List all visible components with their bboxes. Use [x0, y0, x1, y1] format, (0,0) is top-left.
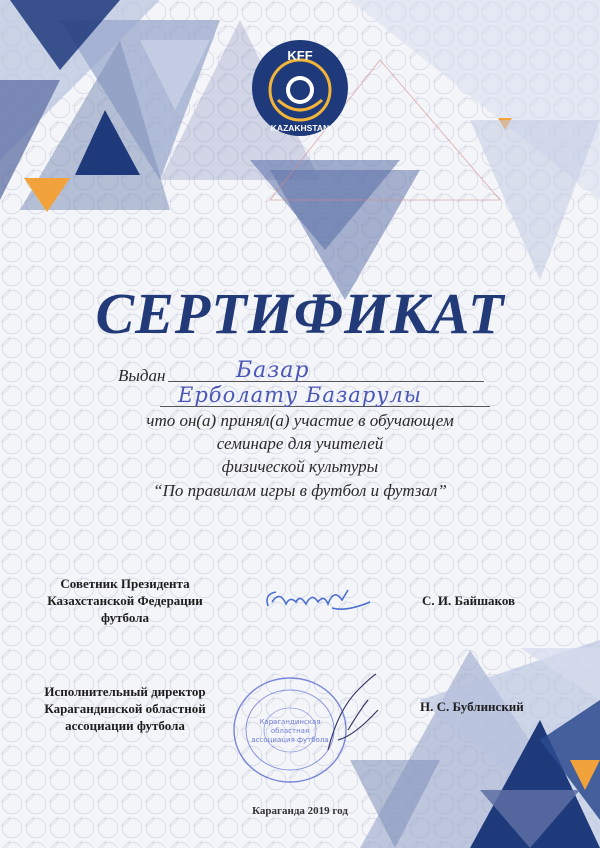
kff-emblem-icon: [250, 38, 350, 138]
svg-text:Карагандинская: Карагандинская: [259, 718, 321, 726]
recipient-name-line1: Базар: [236, 358, 310, 383]
handwritten-signature-icon: [318, 670, 388, 760]
certificate-body-line-2: семинаре для учителей: [216, 434, 384, 453]
signatory-1-title: [30, 575, 220, 626]
certificate-body-line-4: “По правилам игры в футбол и футзал”: [153, 481, 447, 500]
signatory-1-title-line-3: футбола: [100, 610, 149, 625]
certificate-body-line-1: что он(а) принял(а) участие в обучающем: [146, 411, 454, 430]
certificate-body-line-3: физической культуры: [221, 457, 379, 476]
signatory-2-name: Н. С. Бублинский: [420, 699, 524, 714]
signatory-1-title-line-1: Советник Президента: [60, 576, 190, 591]
handwritten-signature-icon: [262, 582, 374, 618]
svg-text:областная: областная: [270, 727, 310, 735]
signatory-2-title: [30, 683, 220, 734]
signatory-1-title-line-2: Казахстанской Федерации: [47, 593, 203, 608]
recipient-underline-1: [168, 381, 484, 382]
signatory-2-title-line-2: Карагандинской областной: [44, 701, 206, 716]
certificate-footer: Караганда 2019 год: [252, 805, 348, 817]
signatory-1-name: С. И. Байшаков: [422, 593, 516, 608]
svg-text:ассоциация футбола: ассоциация футбола: [251, 736, 329, 744]
logo-top-text: KFF: [287, 48, 313, 63]
issued-label: Выдан: [118, 366, 166, 385]
certificate-title: СЕРТИФИКАТ: [95, 281, 505, 346]
signatory-2-title-line-3: ассоциации футбола: [65, 718, 185, 733]
logo-bottom-text: KAZAKHSTAN: [270, 123, 330, 133]
signatory-2-title-line-1: Исполнительный директор: [44, 684, 206, 699]
recipient-name-line2: Ерболату Базарулы: [178, 383, 422, 407]
